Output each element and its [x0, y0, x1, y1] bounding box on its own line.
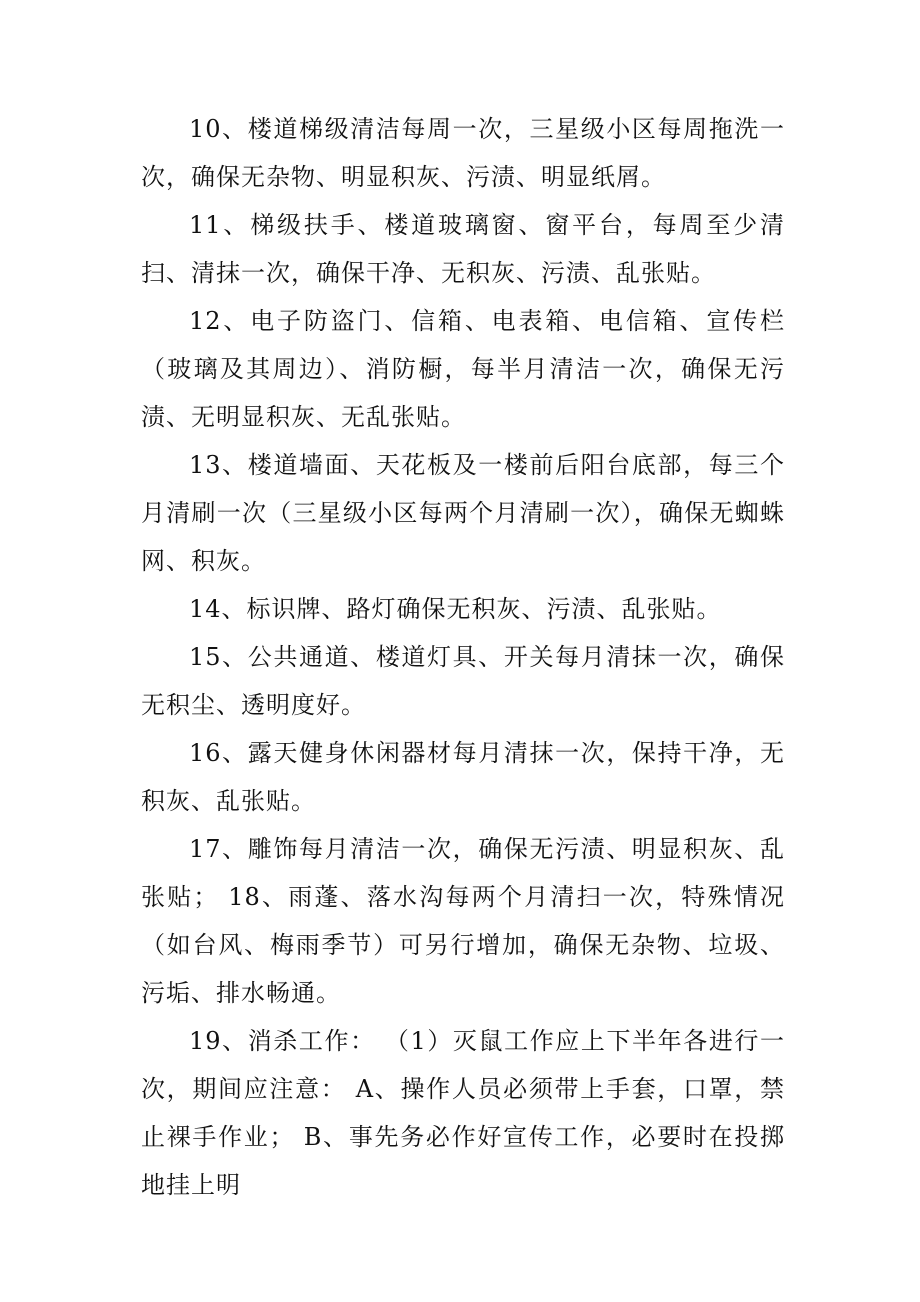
paragraph-13: 13、楼道墙面、天花板及一楼前后阳台底部，每三个月清刷一次（三星级小区每两个月清刷一次），确保无蜘蛛网、积灰。: [141, 451, 785, 575]
document-body: [141, 105, 785, 1209]
paragraph-10: 10、楼道梯级清洁每周一次，三星级小区每周拖洗一次，确保无杂物、明显积灰、污渍、明显纸屑。: [141, 115, 785, 191]
paragraph-11: 11、梯级扶手、楼道玻璃窗、窗平台，每周至少清扫、清抹一次，确保干净、无积灰、污渍、乱张贴。: [141, 211, 785, 287]
paragraph-14: 14、标识牌、路灯确保无积灰、污渍、乱张贴。: [189, 595, 722, 623]
paragraph-16: 16、露天健身休闲器材每月清抹一次，保持干净，无积灰、乱张贴。: [141, 739, 785, 815]
paragraph-15: 15、公共通道、楼道灯具、开关每月清抹一次，确保无积尘、透明度好。: [141, 643, 785, 719]
paragraph-19: 19、消杀工作： （1）灭鼠工作应上下半年各进行一次，期间应注意： A、操作人员必须带上手套，口罩，禁止裸手作业； B、事先务必作好宣传工作，必要时在投掷地挂上明: [141, 1027, 785, 1199]
paragraph-17-18: 17、雕饰每月清洁一次，确保无污渍、明显积灰、乱张贴； 18、雨蓬、落水沟每两个月清扫一次，特殊情况（如台风、梅雨季节）可另行增加，确保无杂物、垃圾、污垢、排水畅通。: [141, 835, 785, 1007]
paragraph-12: 12、电子防盗门、信箱、电表箱、电信箱、宣传栏（玻璃及其周边）、消防橱，每半月清洁一次，确保无污渍、无明显积灰、无乱张贴。: [141, 307, 785, 431]
